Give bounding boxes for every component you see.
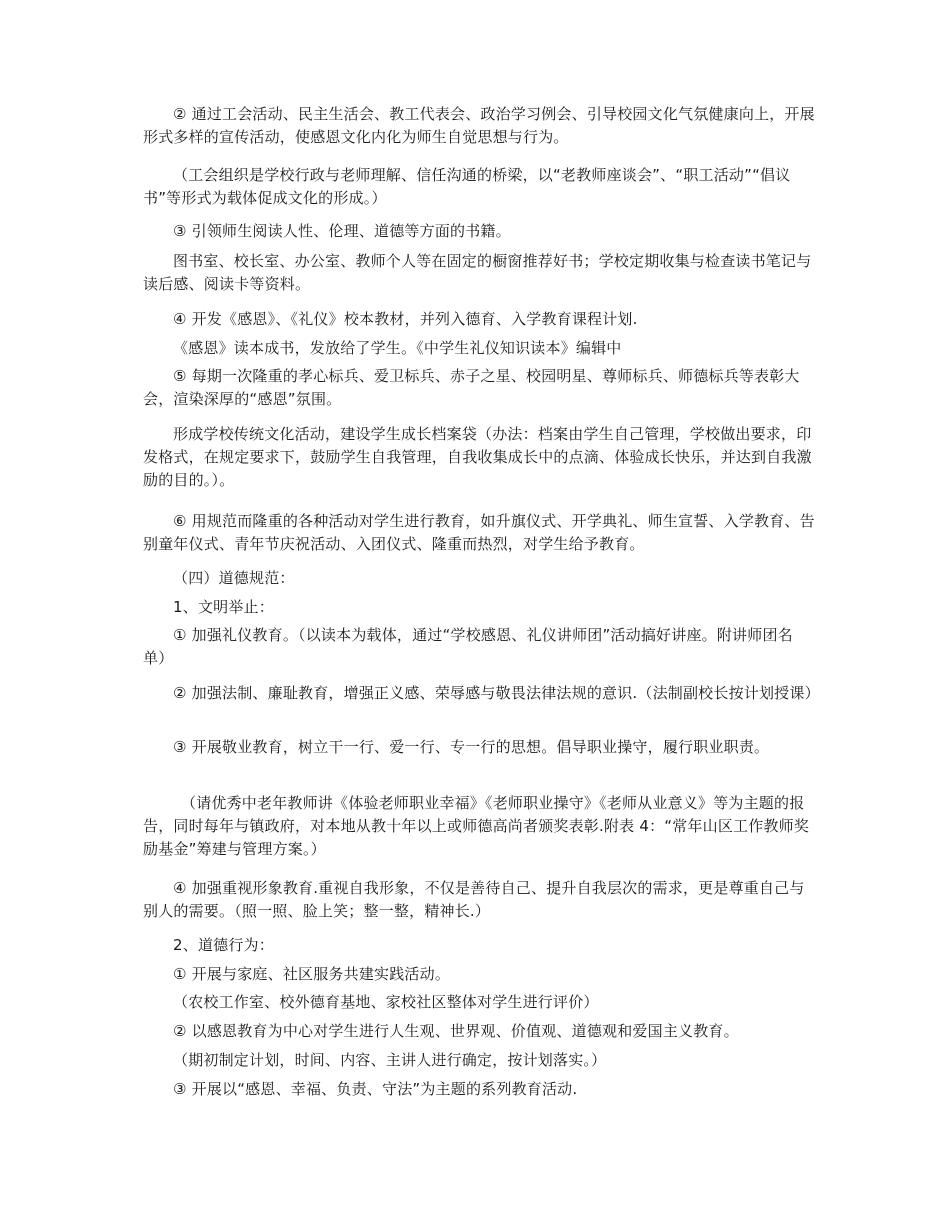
paragraph-1: ② 通过工会活动、民主生活会、教工代表会、政治学习例会、引导校园文化气氛健康向上，开展形式多样的宣传活动，使感恩文化内化为师生自觉思想与行为。 — [143, 105, 815, 146]
subheading-civil-manners: 1、文明举止： — [173, 598, 274, 616]
paragraph-13: （请优秀中老年教师讲《体验老师职业幸福》《老师职业操守》《老师从业意义》等为主题的报告，同时每年与镇政府，对本地从教十年以上或师德高尚者颁奖表彰.附表 4：“常年山区工作教师奖励基金”筹建与管理方案。） — [143, 794, 810, 858]
paragraph-2: （工会组织是学校行政与老师理解、信任沟通的桥梁，以“老教师座谈会”、“职工活动”“倡议书”等形式为载体促成文化的形成。） — [143, 166, 791, 207]
paragraph-15: ① 开展与家庭、社区服务共建实践活动。 — [173, 965, 451, 983]
paragraph-9: ⑥ 用规范而隆重的各种活动对学生进行教育，如升旗仪式、开学典礼、师生宣誓、入学教育、告别童年仪式、青年节庆祝活动、入团仪式、隆重而热烈，对学生给予教育。 — [143, 512, 815, 553]
paragraph-16: （农校工作室、校外德育基地、家校社区整体对学生进行评价） — [173, 993, 599, 1011]
paragraph-17: ② 以感恩教育为中心对学生进行人生观、世界观、价值观、道德观和爱国主义教育。 — [173, 1022, 739, 1040]
subheading-moral-behavior: 2、道德行为： — [173, 936, 274, 954]
paragraph-19: ③ 开展以“感恩、幸福、负责、守法”为主题的系列教育活动. — [173, 1080, 578, 1098]
paragraph-14: ④ 加强重视形象教育.重视自我形象，不仅是善待自己、提升自我层次的需求，更是尊重自己与别人的需要。（照一照、脸上笑；整一整，精神长.） — [143, 879, 805, 920]
paragraph-8: 形成学校传统文化活动，建设学生成长档案袋（办法：档案由学生自己管理，学校做出要求，印发格式，在规定要求下，鼓励学生自我管理，自我收集成长中的点滴、体验成长快乐，并达到自我激励的目的。）。 — [143, 425, 812, 489]
paragraph-12: ③ 开展敬业教育，树立干一行、爱一行、专一行的思想。倡导职业操守，履行职业职责。 — [173, 738, 770, 756]
paragraph-11: ② 加强法制、廉耻教育，增强正义感、荣辱感与敬畏法律法规的意识.（法制副校长按计划授课） — [173, 684, 820, 702]
paragraph-4: 图书室、校长室、办公室、教师个人等在固定的橱窗推荐好书；学校定期收集与检查读书笔记与读后感、阅读卡等资料。 — [143, 252, 812, 293]
paragraph-3: ③ 引领师生阅读人性、伦理、道德等方面的书籍。 — [173, 222, 511, 240]
paragraph-6: 《感恩》读本成书，发放给了学生。《中学生礼仪知识读本》编辑中 — [173, 339, 622, 357]
paragraph-18: （期初制定计划，时间、内容、主讲人进行确定，按计划落实。） — [173, 1051, 607, 1069]
paragraph-10: ① 加强礼仪教育。（以读本为载体，通过“学校感恩、礼仪讲师团”活动搞好讲座。附讲师团名单） — [143, 626, 793, 667]
paragraph-7: ⑤ 每期一次隆重的孝心标兵、爱卫标兵、赤子之星、校园明星、尊师标兵、师德标兵等表彰大会，渲染深厚的“感恩”氛围。 — [143, 367, 800, 408]
section-heading-4: （四）道德规范： — [173, 569, 295, 587]
paragraph-5: ④ 开发《感恩》、《礼仪》校本教材，并列入德育、入学教育课程计划. — [173, 310, 638, 328]
